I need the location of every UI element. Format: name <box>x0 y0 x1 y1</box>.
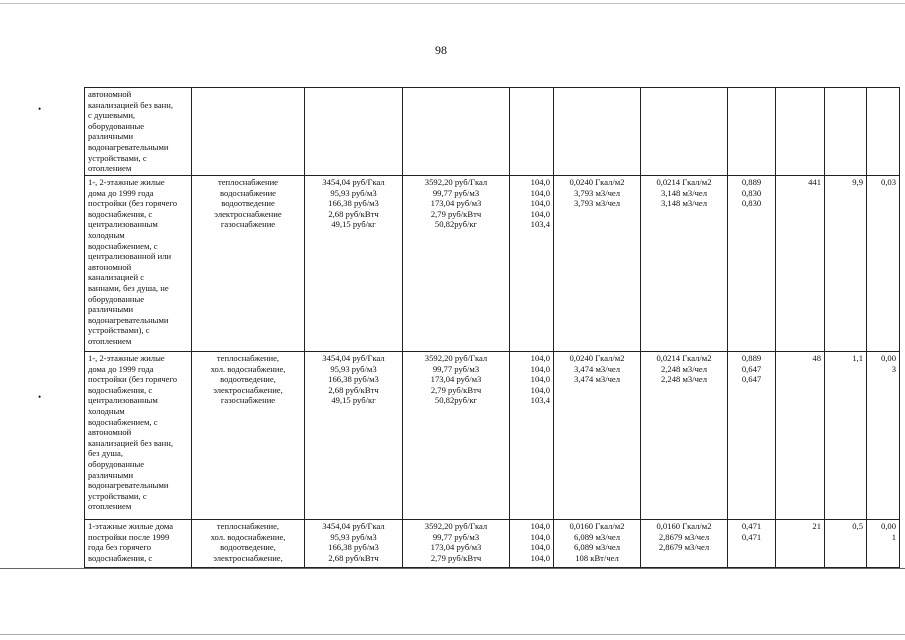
coefficient-cell <box>728 352 776 520</box>
column-9-cell <box>776 520 825 568</box>
cell-line: постройки (без горячего <box>88 374 178 385</box>
tariff-2019-cell <box>403 520 510 568</box>
cell-line: канализацией без ванн, <box>88 99 174 110</box>
cell-line: автономной <box>88 89 132 99</box>
cell-line: канализацией с <box>88 272 145 283</box>
cell-line: 3,793 м3/чел <box>573 198 621 209</box>
column-10-cell <box>825 88 867 176</box>
cell-line: централизованным <box>88 219 158 230</box>
cell-line: 0,5 <box>852 521 863 531</box>
cell-line: водоснабжением, с <box>88 416 158 427</box>
column-11-cell <box>867 520 900 568</box>
cell-line: ваннами, без душа, не <box>88 282 169 293</box>
cell-line: водоотведение, <box>220 542 276 553</box>
cell-line: дома до 1999 года <box>88 187 154 198</box>
cell-line: водоснабжения, с <box>88 552 153 563</box>
cell-line: 3,793 м3/чел <box>573 187 621 198</box>
cell-line: 21 <box>812 521 821 531</box>
cell-line: 0,0240 Гкал/м2 <box>569 177 625 187</box>
cell-line: 104,0 <box>530 384 550 395</box>
cell-line: централизованной или <box>88 251 172 262</box>
cell-line: 0,0160 Гкал/м2 <box>656 521 712 531</box>
cell-line: 0,0214 Гкал/м2 <box>656 353 712 363</box>
column-9-cell <box>776 176 825 352</box>
cell-line: 1 <box>891 531 896 542</box>
cell-line: 0,00 <box>880 521 896 531</box>
cell-line: 1-этажные жилые дома <box>88 521 174 531</box>
cell-line: 95,93 руб/м3 <box>330 363 377 374</box>
tariff-2018-cell <box>305 352 403 520</box>
description-cell <box>85 176 192 352</box>
cell-line: 166,38 руб/м3 <box>328 198 379 209</box>
cell-line: различными <box>88 304 134 315</box>
cell-line: 166,38 руб/м3 <box>328 374 379 385</box>
cell-line: 2,79 руб/кВтч <box>430 552 482 563</box>
norm-1-cell <box>554 352 641 520</box>
cell-line: 166,38 руб/м3 <box>328 542 379 553</box>
cell-line: 3592,20 руб/Гкал <box>424 521 488 531</box>
cell-line: 173,04 руб/м3 <box>430 542 482 553</box>
row-marker: • <box>38 104 42 114</box>
table-row <box>85 176 900 352</box>
cell-line: оборудованные <box>88 293 145 304</box>
coefficient-cell <box>728 88 776 176</box>
index-cell <box>510 352 554 520</box>
cell-line: 50,82руб/кг <box>434 219 478 230</box>
cell-line: устройствами), с <box>88 325 150 336</box>
cell-line: 2,79 руб/кВтч <box>430 208 482 219</box>
services-cell <box>192 352 305 520</box>
column-10-cell <box>825 352 867 520</box>
cell-line: оборудованные <box>88 458 145 469</box>
coefficient-cell <box>728 520 776 568</box>
cell-line: 104,0 <box>530 177 550 187</box>
index-cell <box>510 520 554 568</box>
cell-line: водоснабжения, с <box>88 384 153 395</box>
row-marker: • <box>38 392 42 402</box>
cell-line: 1-, 2-этажные жилые <box>88 353 165 363</box>
cell-line: 0,830 <box>741 187 762 198</box>
norm-2-cell <box>641 88 728 176</box>
cell-line: 103,4 <box>530 219 550 230</box>
cell-line: 49,15 руб/кг <box>331 219 376 230</box>
cell-line: 0,647 <box>741 374 762 385</box>
norm-1-cell <box>554 88 641 176</box>
tariff-2018-cell <box>305 520 403 568</box>
cell-line: 104,0 <box>530 552 550 563</box>
column-11-cell <box>867 352 900 520</box>
cell-line: 0,471 <box>741 531 762 542</box>
cell-line: устройствами, с <box>88 152 147 163</box>
cell-line: канализацией без ванн, <box>88 437 174 448</box>
cell-line: 3454,04 руб/Гкал <box>322 353 385 363</box>
cell-line: хол. водоснабжение, <box>210 531 286 542</box>
cell-line: 6,089 м3/чел <box>573 531 621 542</box>
norm-2-cell <box>641 520 728 568</box>
cell-line: 104,0 <box>530 542 550 553</box>
cell-line: 3,148 м3/чел <box>660 187 708 198</box>
cell-line: устройствами, с <box>88 490 147 501</box>
index-cell <box>510 88 554 176</box>
table-row <box>85 352 900 520</box>
cell-line: без душа, <box>88 448 123 459</box>
cell-line: 0,0160 Гкал/м2 <box>569 521 625 531</box>
description-cell <box>85 352 192 520</box>
services-cell <box>192 88 305 176</box>
cell-line: года без горячего <box>88 542 152 553</box>
cell-line: с душевыми, <box>88 110 136 121</box>
cell-line: 3454,04 руб/Гкал <box>322 177 385 187</box>
cell-line: электроснабжение, <box>213 552 283 563</box>
cell-line: 99,77 руб/м3 <box>432 531 480 542</box>
cell-line: отоплением <box>88 163 132 174</box>
cell-line: 0,0214 Гкал/м2 <box>656 177 712 187</box>
cell-line: 99,77 руб/м3 <box>432 363 480 374</box>
table-row <box>85 88 900 176</box>
cell-line: 1-, 2-этажные жилые <box>88 177 165 187</box>
index-cell <box>510 176 554 352</box>
cell-line: 2,79 руб/кВтч <box>430 384 482 395</box>
services-cell <box>192 520 305 568</box>
cell-line: электроснабжение, <box>213 384 283 395</box>
cell-line: газоснабжение <box>220 219 276 230</box>
cell-line: 0,830 <box>741 198 762 209</box>
cell-line: 0,889 <box>741 353 762 363</box>
cell-line: теплоснабжение, <box>216 353 280 363</box>
scan-edge-bottom <box>0 568 905 569</box>
cell-line: 95,93 руб/м3 <box>330 531 377 542</box>
cell-line: 0,03 <box>880 177 896 187</box>
cell-line: 3592,20 руб/Гкал <box>424 353 488 363</box>
cell-line: оборудованные <box>88 120 145 131</box>
cell-line: водонагревательными <box>88 480 169 491</box>
scan-edge-footer <box>0 634 905 635</box>
cell-line: 104,0 <box>530 531 550 542</box>
cell-line: постройки (без горячего <box>88 198 178 209</box>
cell-line: 6,089 м3/чел <box>573 542 621 553</box>
column-9-cell <box>776 352 825 520</box>
cell-line: водонагревательными <box>88 141 169 152</box>
cell-line: отоплением <box>88 335 132 346</box>
cell-line: 0,0240 Гкал/м2 <box>569 353 625 363</box>
cell-line: 104,0 <box>530 521 550 531</box>
cell-line: 95,93 руб/м3 <box>330 187 377 198</box>
tariff-2019-cell <box>403 352 510 520</box>
norm-2-cell <box>641 176 728 352</box>
cell-line: 104,0 <box>530 187 550 198</box>
cell-line: электроснабжение <box>214 208 282 219</box>
scan-edge-top <box>0 3 905 4</box>
cell-line: дома до 1999 года <box>88 363 154 374</box>
norm-2-cell <box>641 352 728 520</box>
cell-line: 2,8679 м3/чел <box>658 531 710 542</box>
norm-1-cell <box>554 176 641 352</box>
tariff-2018-cell <box>305 176 403 352</box>
cell-line: водоснабжением, с <box>88 240 158 251</box>
cell-line: 104,0 <box>530 198 550 209</box>
cell-line: 0,00 <box>880 353 896 363</box>
cell-line: 2,8679 м3/чел <box>658 542 710 553</box>
cell-line: 173,04 руб/м3 <box>430 374 482 385</box>
column-10-cell <box>825 520 867 568</box>
cell-line: 3592,20 руб/Гкал <box>424 177 488 187</box>
cell-line: газоснабжение <box>220 395 276 406</box>
cell-line: 49,15 руб/кг <box>331 395 376 406</box>
cell-line: 9,9 <box>852 177 863 187</box>
cell-line: различными <box>88 131 134 142</box>
cell-line: 1,1 <box>852 353 863 363</box>
cell-line: водоснабжение <box>220 187 276 198</box>
cell-line: 2,68 руб/кВтч <box>328 552 379 563</box>
cell-line: 0,889 <box>741 177 762 187</box>
cell-line: 50,82руб/кг <box>434 395 478 406</box>
tariff-2019-cell <box>403 88 510 176</box>
column-11-cell <box>867 176 900 352</box>
cell-line: постройки после 1999 <box>88 531 170 542</box>
cell-line: 104,0 <box>530 363 550 374</box>
cell-line: отоплением <box>88 501 132 512</box>
cell-line: хол. водоснабжение, <box>210 363 286 374</box>
cell-line: 3,474 м3/чел <box>573 374 621 385</box>
cell-line: водоотведение <box>221 198 275 209</box>
description-cell <box>85 520 192 568</box>
cell-line: 2,248 м3/чел <box>660 374 708 385</box>
cell-line: 104,0 <box>530 374 550 385</box>
cell-line: 104,0 <box>530 208 550 219</box>
cell-line: автономной <box>88 427 132 438</box>
cell-line: 48 <box>812 353 821 363</box>
cell-line: 0,647 <box>741 363 762 374</box>
table-row <box>85 520 900 568</box>
cell-line: водонагревательными <box>88 314 169 325</box>
cell-line: 173,04 руб/м3 <box>430 198 482 209</box>
coefficient-cell <box>728 176 776 352</box>
cell-line: 0,471 <box>741 521 762 531</box>
cell-line: холодным <box>88 229 125 240</box>
column-11-cell <box>867 88 900 176</box>
cell-line: водоотведение, <box>220 374 276 385</box>
page-number: 98 <box>435 43 447 57</box>
cell-line: различными <box>88 469 134 480</box>
cell-line: 3,474 м3/чел <box>573 363 621 374</box>
cell-line: 3454,04 руб/Гкал <box>322 521 385 531</box>
description-cell <box>85 88 192 176</box>
tariff-2018-cell <box>305 88 403 176</box>
cell-line: 2,248 м3/чел <box>660 363 708 374</box>
tariff-2019-cell <box>403 176 510 352</box>
cell-line: 2,68 руб/кВтч <box>328 208 379 219</box>
cell-line: холодным <box>88 405 125 416</box>
cell-line: 103,4 <box>530 395 550 406</box>
cell-line: автономной <box>88 261 132 272</box>
column-9-cell <box>776 88 825 176</box>
cell-line: 108 кВт/чел <box>575 552 619 563</box>
cell-line: 104,0 <box>530 353 550 363</box>
cell-line: 3,148 м3/чел <box>660 198 708 209</box>
cell-line: 2,68 руб/кВтч <box>328 384 379 395</box>
tariff-table <box>84 87 900 568</box>
cell-line: теплоснабжение, <box>216 521 280 531</box>
cell-line: теплоснабжение <box>217 177 278 187</box>
cell-line: 3 <box>891 363 896 374</box>
cell-line: централизованным <box>88 395 158 406</box>
cell-line: 99,77 руб/м3 <box>432 187 480 198</box>
column-10-cell <box>825 176 867 352</box>
cell-line: 441 <box>808 177 821 187</box>
services-cell <box>192 176 305 352</box>
norm-1-cell <box>554 520 641 568</box>
cell-line: водоснабжения, с <box>88 208 153 219</box>
